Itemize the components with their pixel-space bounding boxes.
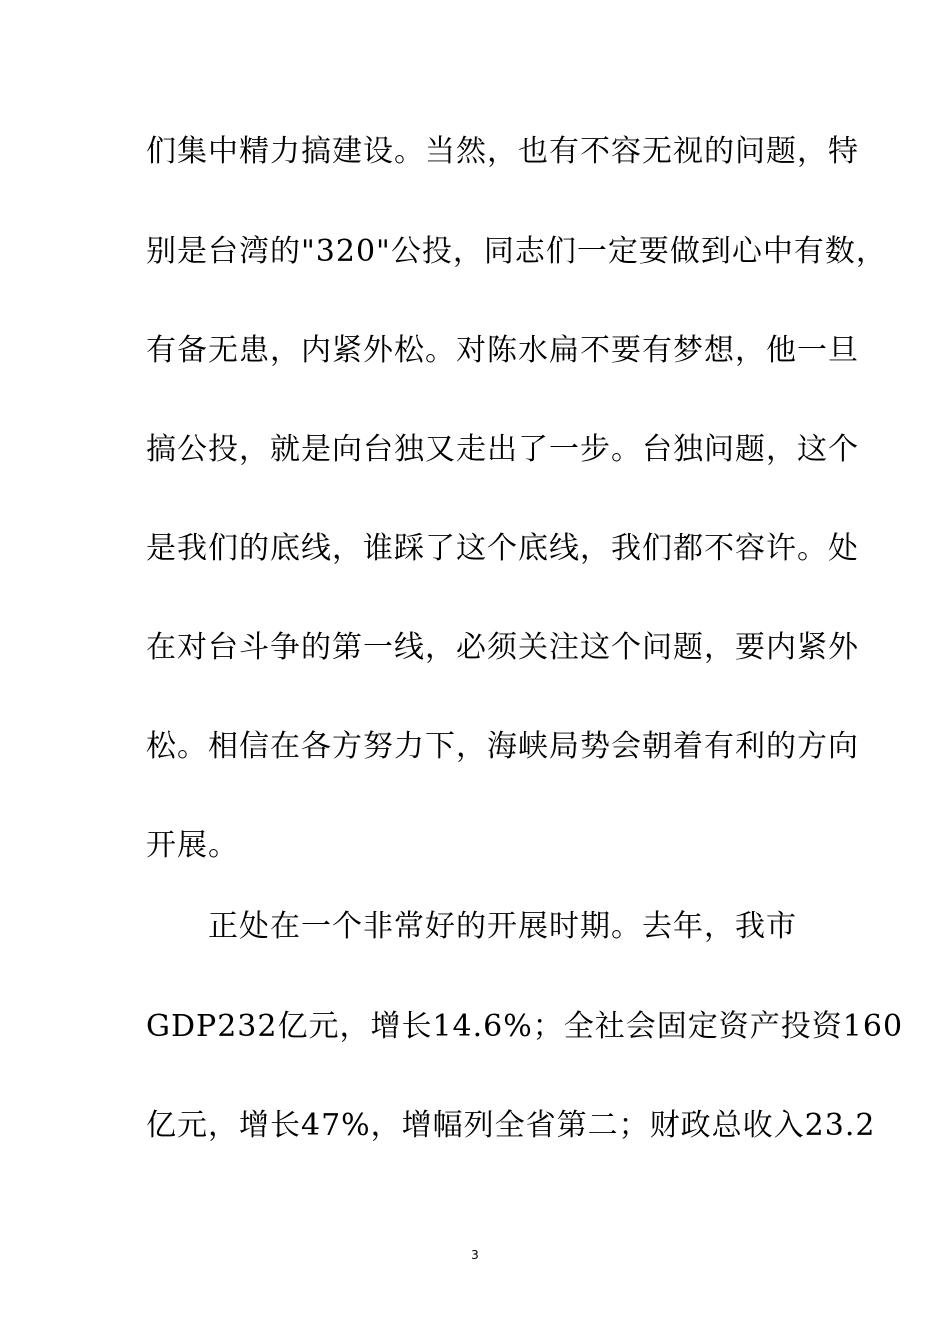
paragraph-first-line: 正处在一个非常好的开展时期。去年，我市 xyxy=(146,909,797,944)
text-line: 是我们的底线，谁踩了这个底线，我们都不容许。处 xyxy=(146,531,859,566)
text-line: GDP232亿元，增长14.6%；全社会固定资产投资160 xyxy=(146,1009,904,1044)
text-line: 别是台湾的"320"公投，同志们一定要做到心中有数， xyxy=(146,234,887,269)
text-line: 亿元，增长47%，增幅列全省第二；财政总收入23.2 xyxy=(146,1108,876,1143)
text-line: 们集中精力搞建设。当然，也有不容无视的问题，特 xyxy=(146,134,859,169)
text-line: 开展。 xyxy=(146,828,239,863)
text-line: 松。相信在各方努力下，海峡局势会朝着有利的方向 xyxy=(146,729,859,764)
page-number: 3 xyxy=(471,1248,479,1262)
text-line: 有备无患，内紧外松。对陈水扁不要有梦想，他一旦 xyxy=(146,333,859,368)
text-line: 在对台斗争的第一线，必须关注这个问题，要内紧外 xyxy=(146,630,859,665)
text-line: 搞公投，就是向台独又走出了一步。台独问题，这个 xyxy=(146,432,859,467)
